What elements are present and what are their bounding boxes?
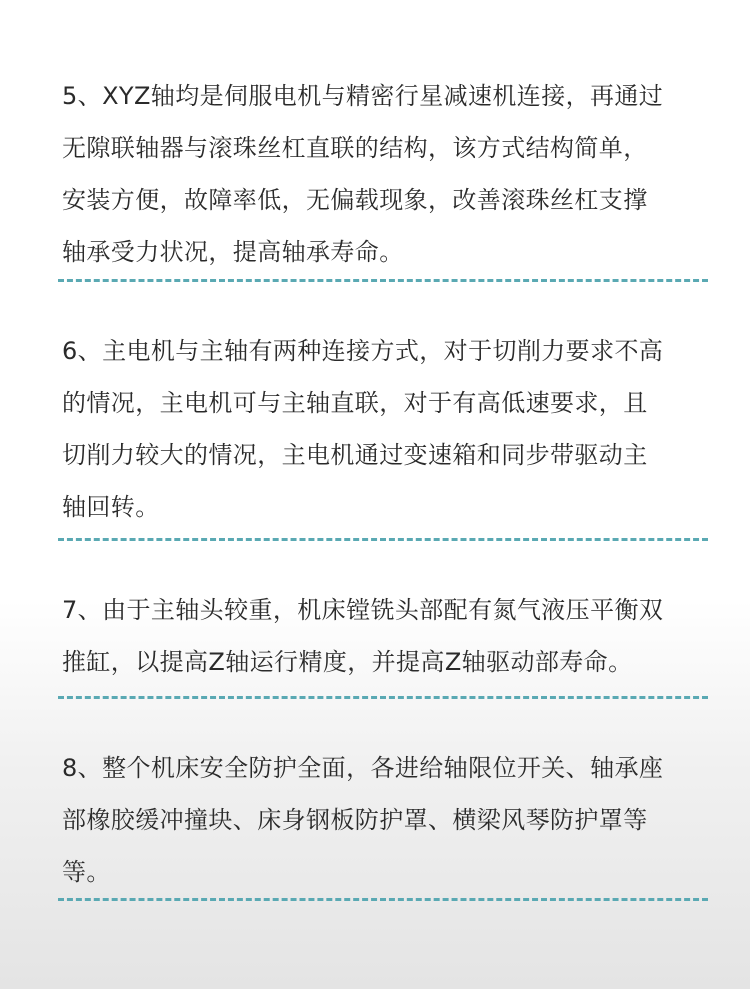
feature-item-5-line-3: 安装方便，故障率低，无偏载现象，改善滚珠丝杠支撑 — [62, 186, 648, 214]
feature-item-6-line-2: 的情况，主电机可与主轴直联，对于有高低速要求，且 — [62, 389, 648, 417]
dashed-divider — [58, 898, 708, 901]
feature-item-8-line-1: 8、整个机床安全防护全面，各进给轴限位开关、轴承座 — [62, 754, 664, 782]
feature-item-7-line-2: 推缸，以提高Z轴运行精度，并提高Z轴驱动部寿命。 — [62, 648, 633, 676]
feature-item-5-line-4: 轴承受力状况，提高轴承寿命。 — [62, 238, 404, 266]
dashed-divider — [58, 538, 708, 541]
feature-item-8-line-3: 等。 — [62, 858, 111, 886]
feature-item-6-line-4: 轴回转。 — [62, 493, 160, 521]
feature-item-6-line-1: 6、主电机与主轴有两种连接方式，对于切削力要求不高 — [62, 337, 664, 365]
feature-item-5-line-1: 5、XYZ轴均是伺服电机与精密行星减速机连接，再通过 — [62, 82, 664, 110]
feature-item-5 — [62, 70, 702, 278]
feature-item-5-line-2: 无隙联轴器与滚珠丝杠直联的结构，该方式结构简单， — [62, 134, 648, 162]
dashed-divider — [58, 696, 708, 699]
dashed-divider — [58, 279, 708, 282]
feature-item-8-line-2: 部橡胶缓冲撞块、床身钢板防护罩、横梁风琴防护罩等 — [62, 806, 648, 834]
feature-item-6-line-3: 切削力较大的情况，主电机通过变速箱和同步带驱动主 — [62, 441, 648, 469]
feature-item-6 — [62, 325, 702, 533]
feature-item-7-line-1: 7、由于主轴头较重，机床镗铣头部配有氮气液压平衡双 — [62, 596, 664, 624]
feature-item-7 — [62, 584, 702, 688]
feature-item-8 — [62, 742, 702, 898]
